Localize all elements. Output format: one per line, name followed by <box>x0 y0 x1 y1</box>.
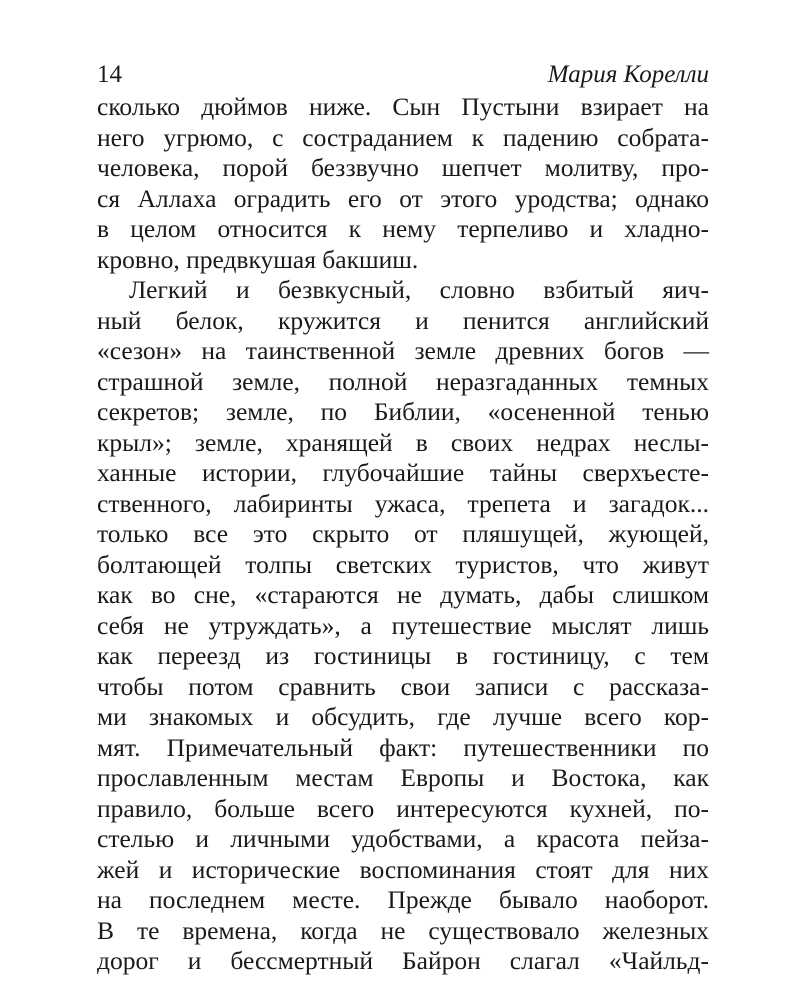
text-line: на последнем месте. Прежде бывало наоборот. <box>97 885 709 914</box>
text-line: только все это скрыто от пляшущей, жующей, <box>97 519 709 548</box>
text-line: как переезд из гостиницы в гостиницу, с тем <box>97 641 709 670</box>
text-line: жей и исторические воспоминания стоят для них <box>97 854 709 884</box>
text-line: ственного, лабиринты ужаса, трепета и загадок... <box>97 488 709 518</box>
text-line: в целом относится к нему терпеливо и хладно- <box>97 214 709 243</box>
running-head-author: Мария Корелли <box>547 61 709 88</box>
text-line: ный белок, кружится и пенится английский <box>97 305 709 335</box>
text-line: ханные истории, глубочайшие тайны сверхъесте- <box>97 458 709 487</box>
text-line: него угрюмо, с состраданием к падению собрата- <box>97 122 709 152</box>
text-line: ми знакомых и обсудить, где лучше всего кор- <box>97 702 709 731</box>
text-line: страшной земле, полной неразгаданных темных <box>97 366 709 396</box>
text-line: «сезон» на таинственной земле древних богов — <box>97 336 709 365</box>
text-line: сколько дюймов ниже. Сын Пустыни взирает на <box>97 92 709 121</box>
text-line: крыл»; земле, хранящей в своих недрах неслы- <box>97 427 709 457</box>
text-line: прославленным местам Европы и Востока, как <box>97 763 709 792</box>
paragraph-first-line: Легкий и безвкусный, словно взбитый яич- <box>129 275 709 304</box>
text-line: как во сне, «стараются не думать, дабы слишком <box>97 580 709 609</box>
text-line: секретов; земле, по Библии, «осененной тенью <box>97 397 709 426</box>
text-line: человека, порой беззвучно шепчет молитву, про- <box>97 153 709 182</box>
text-line: В те времена, когда не существовало железных <box>97 915 709 945</box>
body-text <box>97 92 709 977</box>
text-line: ся Аллаха оградить его от этого уродства; однако <box>97 183 709 213</box>
text-line: мят. Примечательный факт: путешественники по <box>97 732 709 762</box>
text-line: дорог и бессмертный Байрон слагал «Чайльд- <box>97 946 709 975</box>
text-line: стелью и личными удобствами, а красота пейза- <box>97 824 709 853</box>
text-line: чтобы потом сравнить свои записи с рассказа- <box>97 671 709 701</box>
text-line: правило, больше всего интересуются кухней, по- <box>97 793 709 823</box>
text-line: кровно, предвкушая бакшиш. <box>97 244 419 274</box>
page-number: 14 <box>97 61 122 88</box>
page-header <box>97 58 709 92</box>
text-line: себя не утруждать», а путешествие мыслят лишь <box>97 610 709 640</box>
text-line: болтающей толпы светских туристов, что живут <box>97 549 709 579</box>
